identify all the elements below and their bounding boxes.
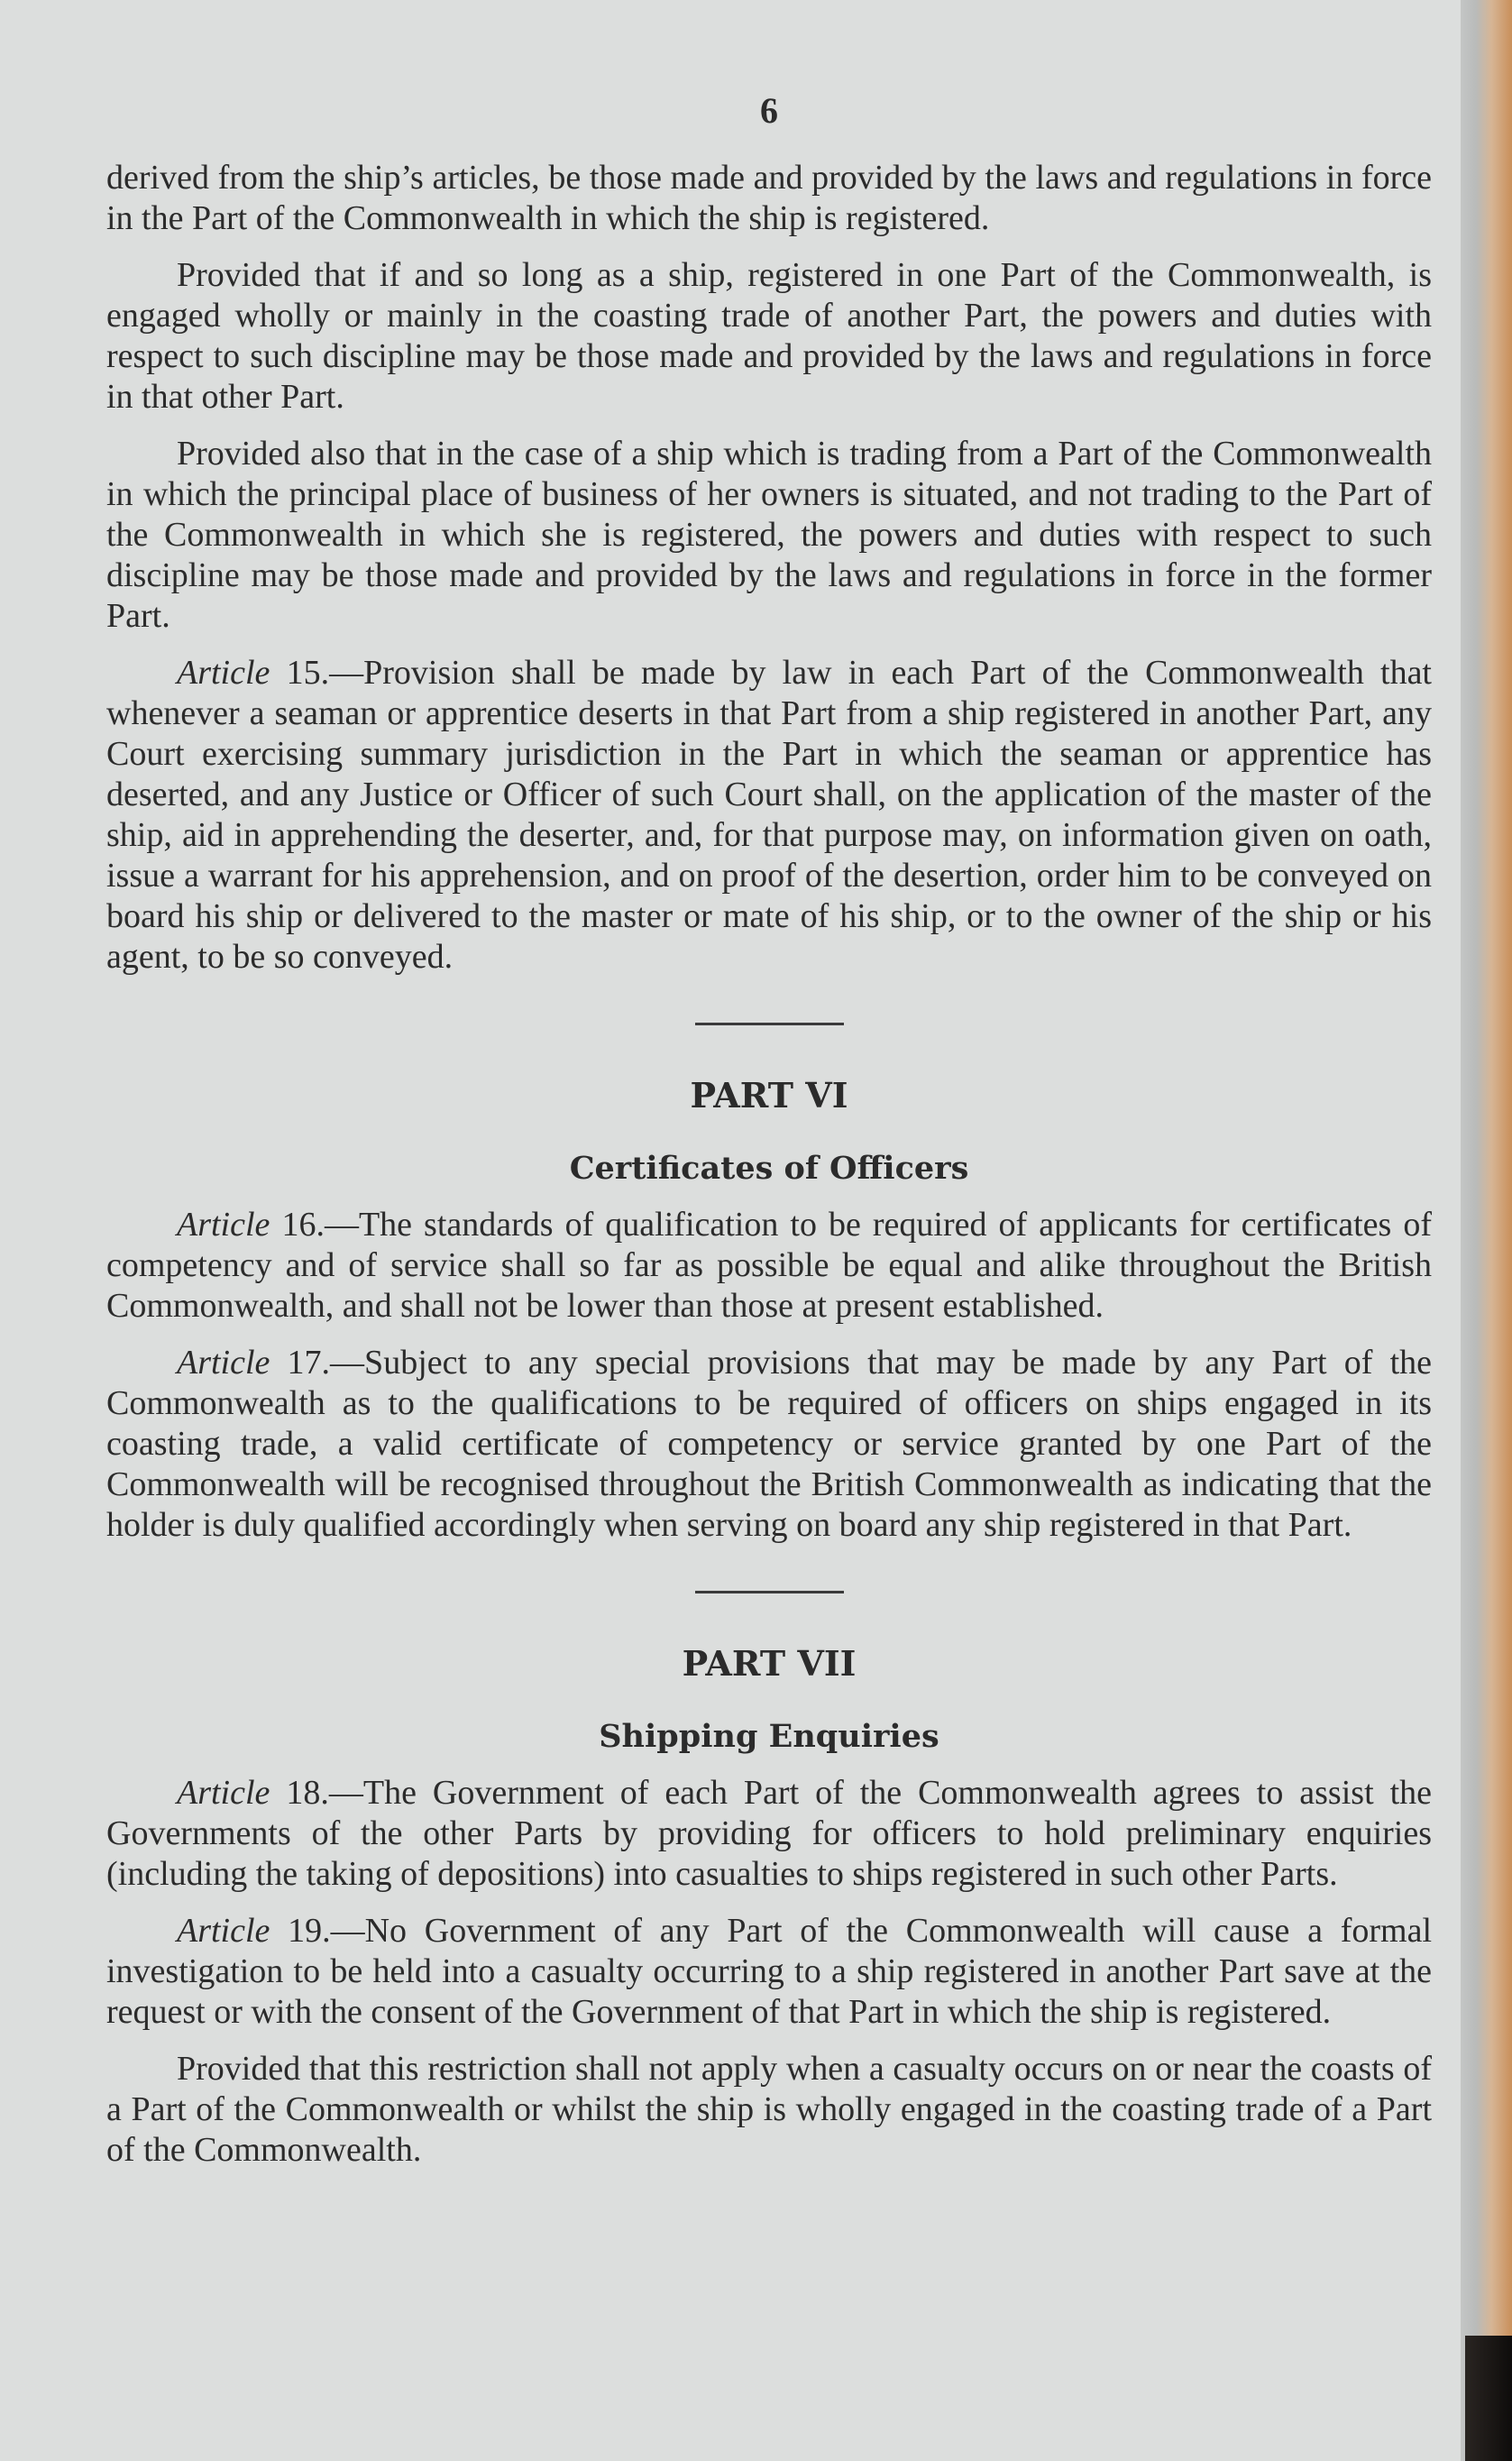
page-number: 6	[760, 90, 778, 131]
article-label: Article	[177, 1774, 270, 1812]
section-subheading: Shipping Enquiries	[599, 1718, 939, 1755]
article-15	[106, 653, 1432, 978]
part-heading: PART VI	[690, 1075, 848, 1116]
article-text: 16.—The standards of qualification to be required of applicants for certificates of competency and of service shall so far as possible be equal and alike throughout the British Commonwealth, and shall not be lower than those at present established.	[106, 1206, 1432, 1325]
article-text: 19.—No Government of any Part of the Commonwealth will cause a formal investigation to be held into a casualty occurring to a ship registered in another Part save at the request or with the consent of the Government of that Part in which the ship is registered.	[106, 1912, 1432, 2031]
article-17	[106, 1343, 1432, 1546]
article-19	[106, 1911, 1432, 2033]
article-18	[106, 1773, 1432, 1895]
article-label: Article	[177, 1912, 270, 1950]
section-divider	[695, 1591, 844, 1593]
binding-shadow	[1465, 2336, 1512, 2461]
article-label: Article	[177, 654, 270, 692]
paragraph-proviso-restriction: Provided that this restriction shall not apply when a casualty occurs on or near the coasts of a Part of the Commonwealth or whilst the ship is wholly engaged in the coasting trade of a Part of the Commonwealth.	[106, 2050, 1432, 2169]
article-text: 18.—The Government of each Part of the Commonwealth agrees to assist the Governments of the other Parts by providing for officers to hold preliminary enquiries (including the taking of depositions) into casualties to ships registered in such other Parts.	[106, 1774, 1432, 1893]
part-heading: PART VII	[682, 1643, 857, 1684]
page-content	[106, 90, 1432, 2187]
article-text: 15.—Provision shall be made by law in each Part of the Commonwealth that whenever a seaman or apprentice deserts in that Part from a ship registered in another Part, any Court exercising summary jurisdiction in the Part in which the seaman or apprentice has deserted, and any Justice or Officer of such Court shall, on the application of the master of the ship, aid in apprehending the deserter, and, for that purpose may, on information given on oath, issue a warrant for his apprehension, and on proof of the desertion, order him to be conveyed on board his ship or delivered to the master or mate of his ship, or to the owner of the ship or his agent, to be so conveyed.	[106, 654, 1432, 976]
section-divider	[695, 1023, 844, 1025]
article-label: Article	[177, 1344, 270, 1382]
section-subheading: Certificates of Officers	[569, 1150, 969, 1187]
article-label: Article	[177, 1206, 270, 1244]
page-edge	[1461, 0, 1512, 2461]
article-text: 17.—Subject to any special provisions that may be made by any Part of the Commonwealth as to the qualifications to be required of officers on ships engaged in its coasting trade, a valid certificate of competency or service granted by one Part of the Commonwealth will be recognised throughout the British Commonwealth as indicating that the holder is duly qualified accordingly when serving on board any ship registered in that Part.	[106, 1344, 1432, 1544]
article-16	[106, 1205, 1432, 1327]
paragraph-proviso-coasting: Provided that if and so long as a ship, registered in one Part of the Commonwealth, is engaged wholly or mainly in the coasting trade of another Part, the powers and duties with respect to such discipline may be those made and provided by the laws and regulations in force in that other Part.	[106, 256, 1432, 416]
paragraph-continued: derived from the ship’s articles, be those made and provided by the laws and regulations in force in the Part of the Commonwealth in which the ship is registered.	[106, 159, 1432, 237]
paragraph-proviso-trading: Provided also that in the case of a ship which is trading from a Part of the Commonwealth in which the principal place of business of her owners is situated, and not trading to the Part of the Commonwealth in which she is registered, the powers and duties with respect to such discipline may be those made and provided by the laws and regulations in force in the former Part.	[106, 435, 1432, 635]
